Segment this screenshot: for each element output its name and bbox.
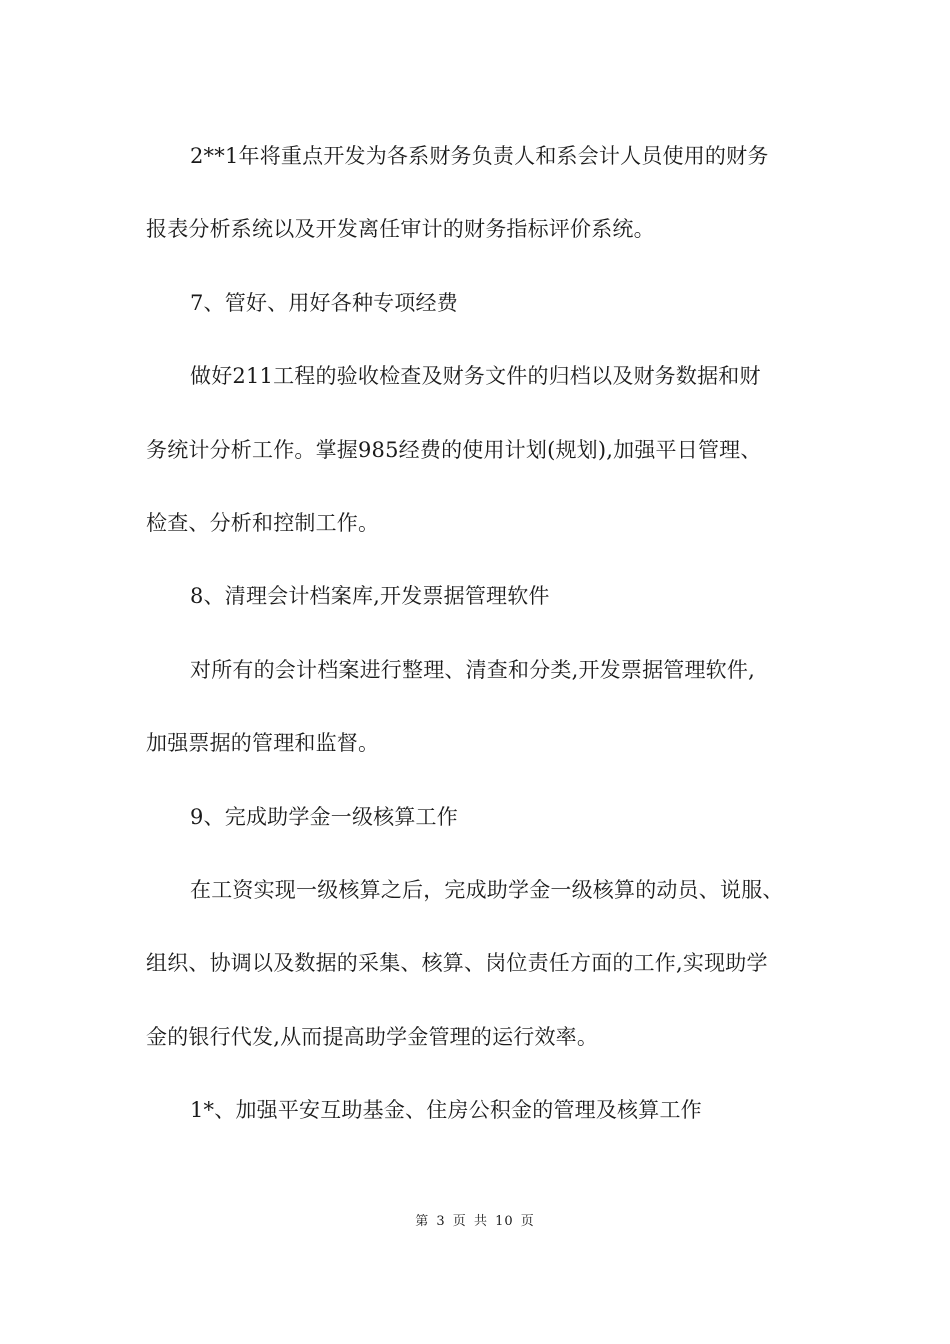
current-page-number: 3 [436,1214,446,1229]
section-heading: 1*、加强平安互助基金、住房公积金的管理及核算工作 [190,1098,702,1123]
paragraph-line: 金的银行代发,从而提高助学金管理的运行效率。 [146,1024,599,1049]
footer-page-word: 页 [452,1214,467,1229]
section-heading: 7、管好、用好各种专项经费 [190,290,458,315]
document-body [146,134,826,1161]
total-pages-number: 10 [495,1214,514,1229]
section-heading: 9、完成助学金一级核算工作 [190,804,458,829]
paragraph-line: 检查、分析和控制工作。 [146,510,380,535]
paragraph-line: 做好211工程的验收检查及财务文件的归档以及财务数据和财 [190,364,761,389]
footer-total-word: 共 [473,1214,488,1229]
paragraph-line: 报表分析系统以及开发离任审计的财务指标评价系统。 [146,217,655,242]
section-heading: 8、清理会计档案库,开发票据管理软件 [190,584,550,609]
paragraph-line: 组织、协调以及数据的采集、核算、岗位责任方面的工作,实现助学 [146,951,768,976]
paragraph-line: 2**1年将重点开发为各系财务负责人和系会计人员使用的财务 [190,144,769,168]
footer-suffix: 页 [520,1214,535,1229]
page-footer [0,1210,950,1229]
footer-prefix: 第 [415,1214,430,1229]
paragraph-line: 加强票据的管理和监督。 [146,731,380,756]
paragraph-line: 在工资实现一级核算之后，完成助学金一级核算的动员、说服、 [190,877,784,902]
paragraph-line: 对所有的会计档案进行整理、清查和分类,开发票据管理软件, [190,657,755,682]
paragraph-line: 务统计分析工作。掌握985经费的使用计划(规划),加强平日管理、 [146,437,762,462]
